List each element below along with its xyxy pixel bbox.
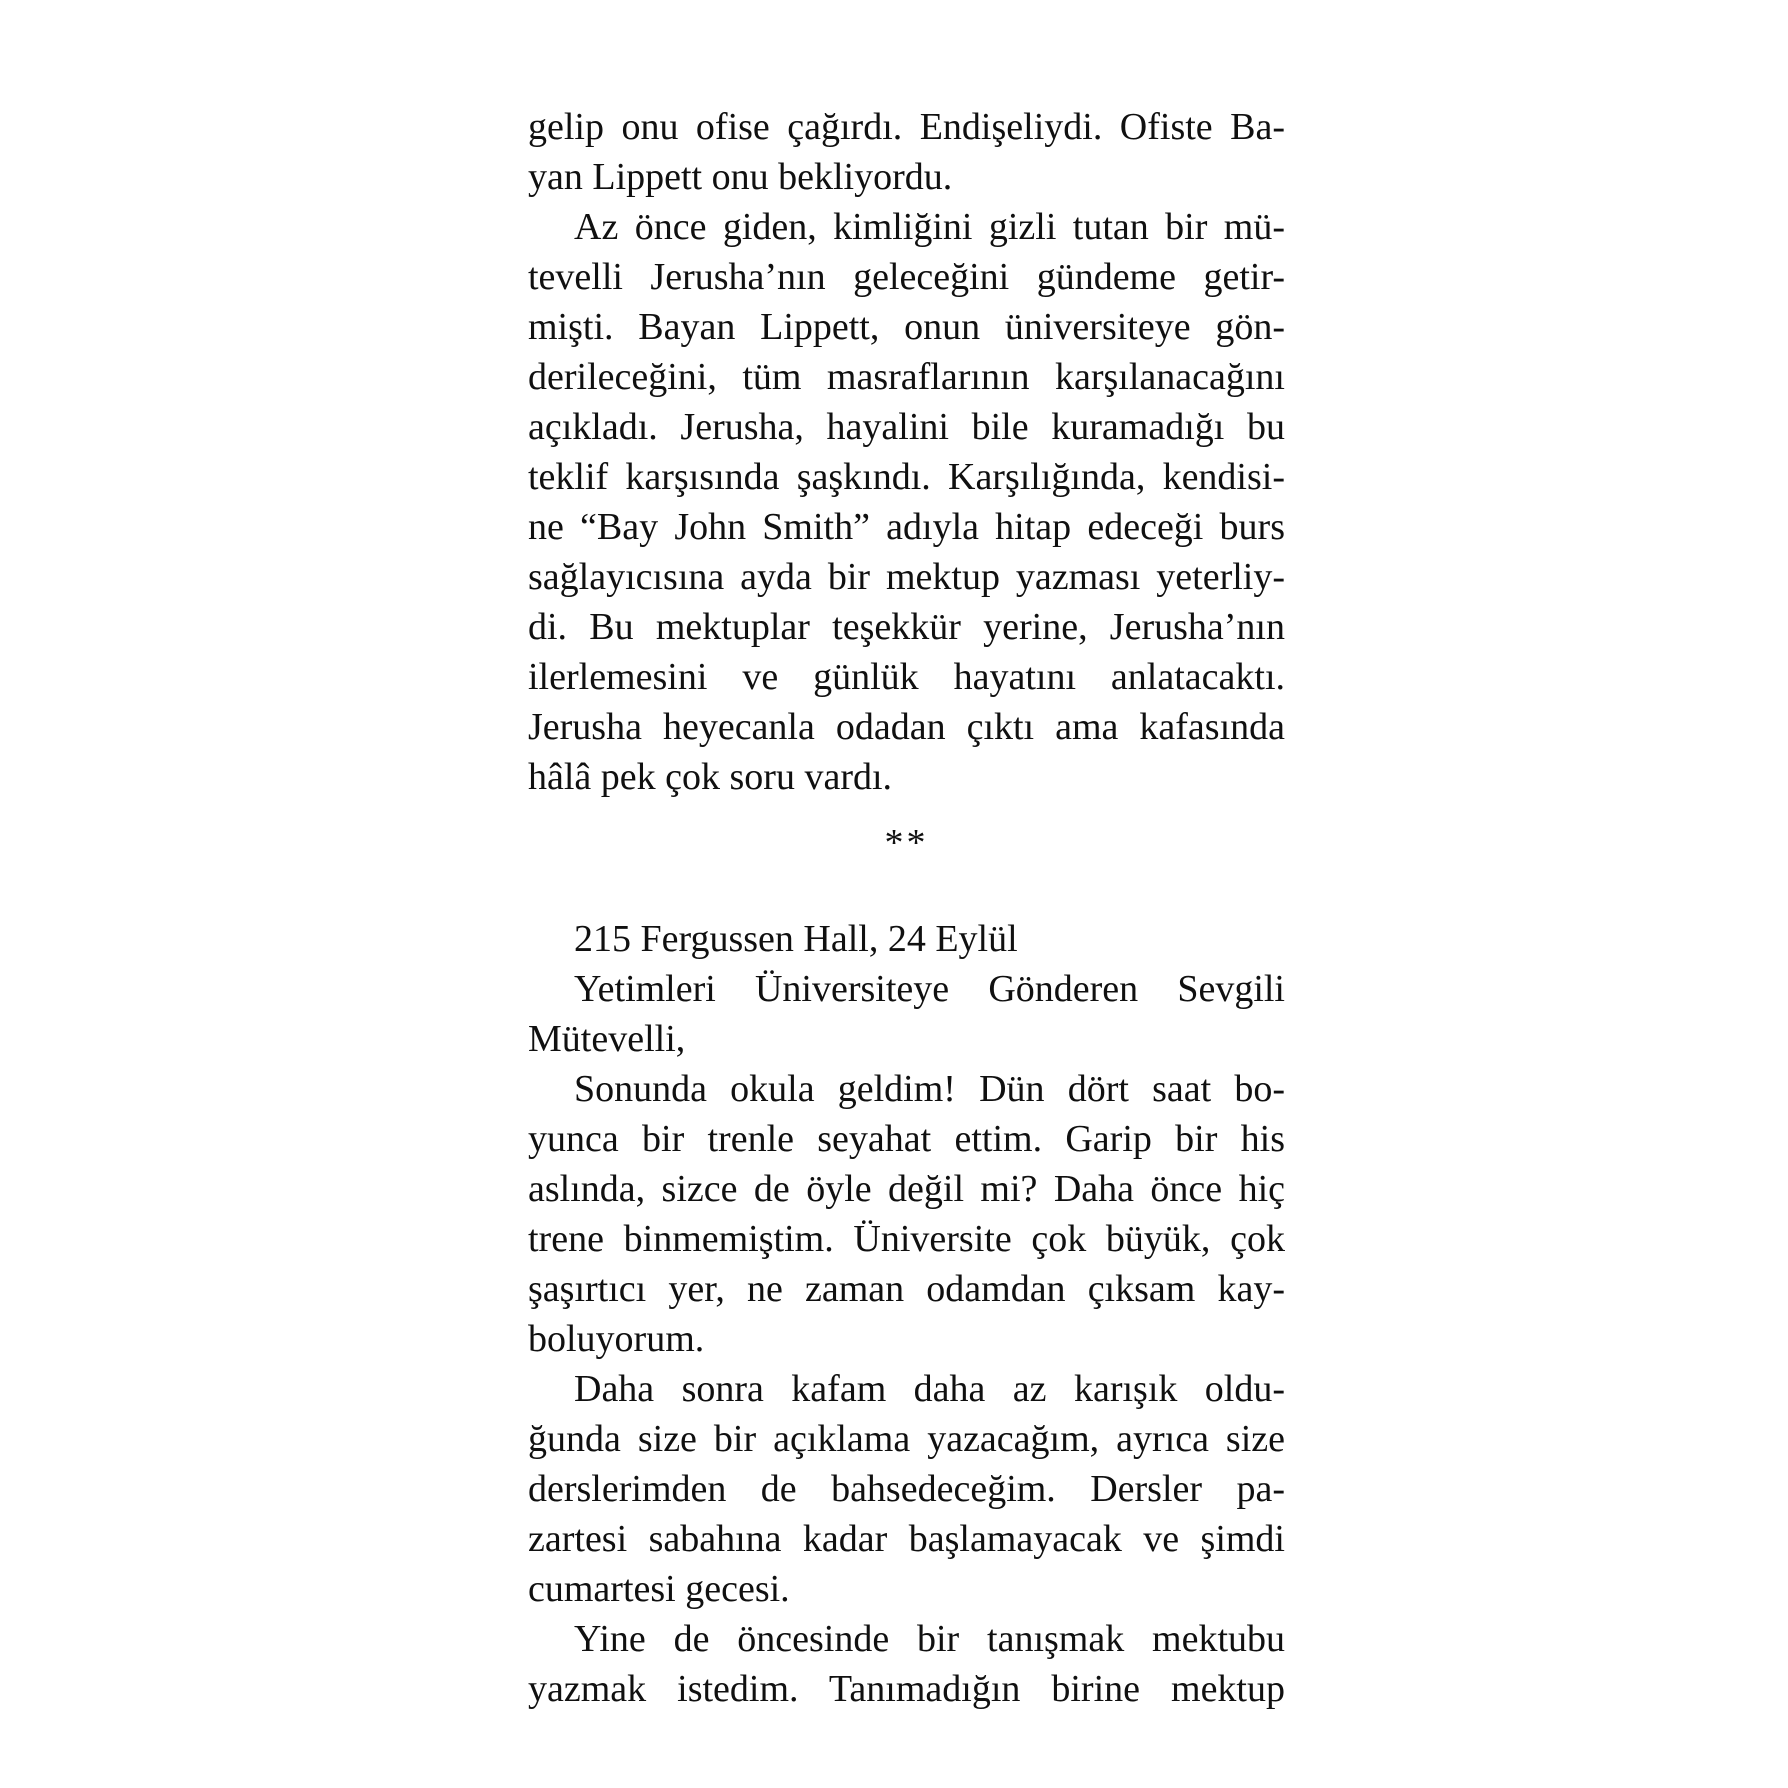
text-line: Az önce giden, kimliğini gizli tutan bir mü- xyxy=(574,206,1285,248)
text-line: zartesi sabahına kadar başlamayacak ve şimdi xyxy=(528,1518,1285,1560)
text-line: hâlâ pek çok soru vardı. xyxy=(528,756,893,798)
text-line: Jerusha heyecanla odadan çıktı ama kafasında xyxy=(528,706,1285,748)
text-line: yunca bir trenle seyahat ettim. Garip bir his xyxy=(528,1118,1285,1160)
text-line: boluyorum. xyxy=(528,1318,705,1360)
text-line: yazmak istedim. Tanımadığın birine mektup xyxy=(528,1668,1285,1710)
text-line: teklif karşısında şaşkındı. Karşılığında, kendisi- xyxy=(528,456,1285,498)
text-line: Mütevelli, xyxy=(528,1018,686,1060)
book-page-text xyxy=(528,102,1285,1714)
text-line: sağlayıcısına ayda bir mektup yazması yeterliy- xyxy=(528,556,1285,598)
text-line: trene binmemiştim. Üniversite çok büyük, çok xyxy=(528,1218,1285,1260)
text-line: ğunda size bir açıklama yazacağım, ayrıca size xyxy=(528,1418,1285,1460)
section-separator: ** xyxy=(884,822,929,864)
text-line: Yetimleri Üniversiteye Gönderen Sevgili xyxy=(574,968,1285,1010)
text-line: açıkladı. Jerusha, hayalini bile kuramadığı bu xyxy=(528,406,1285,448)
text-line: şaşırtıcı yer, ne zaman odamdan çıksam kay- xyxy=(528,1268,1285,1310)
text-line: aslında, sizce de öyle değil mi? Daha önce hiç xyxy=(528,1168,1285,1210)
text-line: yan Lippett onu bekliyordu. xyxy=(528,156,953,198)
text-line: gelip onu ofise çağırdı. Endişeliydi. Ofiste Ba- xyxy=(528,106,1285,148)
text-line: Daha sonra kafam daha az karışık oldu- xyxy=(574,1368,1285,1410)
text-line: di. Bu mektuplar teşekkür yerine, Jerusha’nın xyxy=(528,606,1285,648)
text-line: derslerimden de bahsedeceğim. Dersler pa- xyxy=(528,1468,1285,1510)
text-line: ilerlemesini ve günlük hayatını anlatacaktı. xyxy=(528,656,1285,698)
text-line: tevelli Jerusha’nın geleceğini gündeme getir- xyxy=(528,256,1285,298)
text-line: mişti. Bayan Lippett, onun üniversiteye gön- xyxy=(528,306,1285,348)
text-line: derileceğini, tüm masraflarının karşılanacağını xyxy=(528,356,1285,398)
text-line: Sonunda okula geldim! Dün dört saat bo- xyxy=(574,1068,1285,1110)
text-line: cumartesi gecesi. xyxy=(528,1568,790,1610)
text-line: 215 Fergussen Hall, 24 Eylül xyxy=(574,918,1018,960)
text-line: Yine de öncesinde bir tanışmak mektubu xyxy=(574,1618,1285,1660)
text-line: ne “Bay John Smith” adıyla hitap edeceği burs xyxy=(528,506,1285,548)
